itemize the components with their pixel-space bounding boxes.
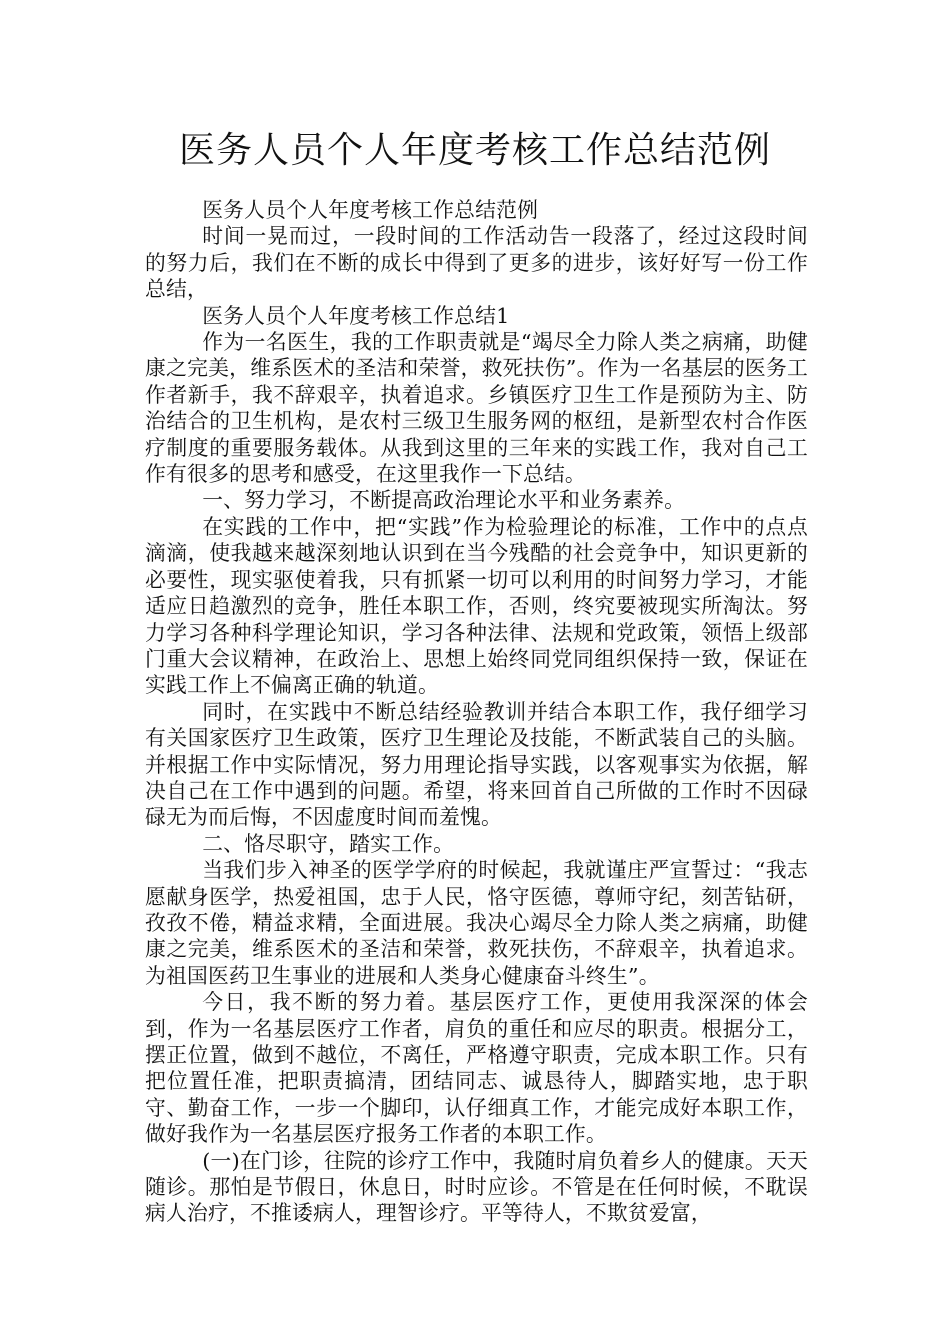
paragraph-duties: 作为一名医生，我的工作职责就是“竭尽全力除人类之病痛，助健康之完美，维系医术的圣洁和荣誉，救死扶伤”。作为一名基层的医务工作者新手，我不辞艰辛，执着追求。乡镇医疗卫生工作是预防为主、防治结合的卫生机构，是农村三级卫生服务网的枢纽，是新型农村合作医疗制度的重要服务载体。从我到这里的三年来的实践工作，我对自己工作有很多的思考和感受，在这里我作一下总结。 xyxy=(145,330,808,487)
paragraph-subtitle: 医务人员个人年度考核工作总结范例 xyxy=(202,198,539,222)
paragraph-intro: 时间一晃而过，一段时间的工作活动告一段落了，经过这段时间的努力后，我们在不断的成长中得到了更多的进步，该好好写一份工作总结， xyxy=(145,224,808,302)
paragraph-experience: 同时，在实践中不断总结经验教训并结合本职工作，我仔细学习有关国家医疗卫生政策，医疗卫生理论及技能，不断武装自己的头脑。并根据工作中实际情况，努力用理论指导实践，以客观事实为依据，解决自己在工作中遇到的问题。希望，将来回首自己所做的工作时不因碌碌无为而后悔，不因虚度时间而羞愧。 xyxy=(145,699,808,830)
paragraph-clinic: (一)在门诊，往院的诊疗工作中，我随时肩负着乡人的健康。天天随诊。那怕是节假日，休息日，时时应诊。不管是在任何时候，不耽误病人治疗，不推诿病人，理智诊疗。平等待人，不欺贫爱富， xyxy=(145,1148,808,1226)
document-body xyxy=(145,197,808,1227)
paragraph-heading-study: 一、努力学习，不断提高政治理论水平和业务素养。 xyxy=(202,488,686,513)
paragraph-section-heading: 医务人员个人年度考核工作总结1 xyxy=(202,303,510,328)
paragraph-oath: 当我们步入神圣的医学学府的时候起，我就谨庄严宣誓过：“我志愿献身医学，热爱祖国，忠于人民，恪守医德，尊师守纪，刻苦钻研，孜孜不倦，精益求精，全面进展。我决心竭尽全力除人类之病痛，助健康之完美，维系医术的圣洁和荣誉，救死扶伤，不辞艰辛，执着追求。为祖国医药卫生事业的进展和人类身心健康奋斗终生”。 xyxy=(145,858,808,988)
document-title: 医务人员个人年度考核工作总结范例 xyxy=(178,130,771,171)
paragraph-today: 今日，我不断的努力着。基层医疗工作，更使用我深深的体会到，作为一名基层医疗工作者，肩负的重任和应尽的职责。根据分工，摆正位置，做到不越位，不离任，严格遵守职责，完成本职工作。只有把位置任准，把职责搞清，团结同志、诚恳待人，脚踏实地，忠于职守、勤奋工作，一步一个脚印，认仔细真工作，才能完成好本职工作，做好我作为一名基层医疗报务工作者的本职工作。 xyxy=(145,990,808,1147)
paragraph-heading-duty: 二、恪尽职守，踏实工作。 xyxy=(202,831,455,856)
paragraph-practice: 在实践的工作中，把“实践”作为检验理论的标准，工作中的点点滴滴，使我越来越深刻地认识到在当今残酷的社会竞争中，知识更新的必要性，现实驱使着我，只有抓紧一切可以利用的时间努力学习，才能适应日趋激烈的竞争，胜任本职工作，否则，终究要被现实所淘汰。努力学习各种科学理论知识，学习各种法律、法规和党政策，领悟上级部门重大会议精神，在政治上、思想上始终同党同组织保持一致，保证在实践工作上不偏离正确的轨道。 xyxy=(145,514,808,698)
